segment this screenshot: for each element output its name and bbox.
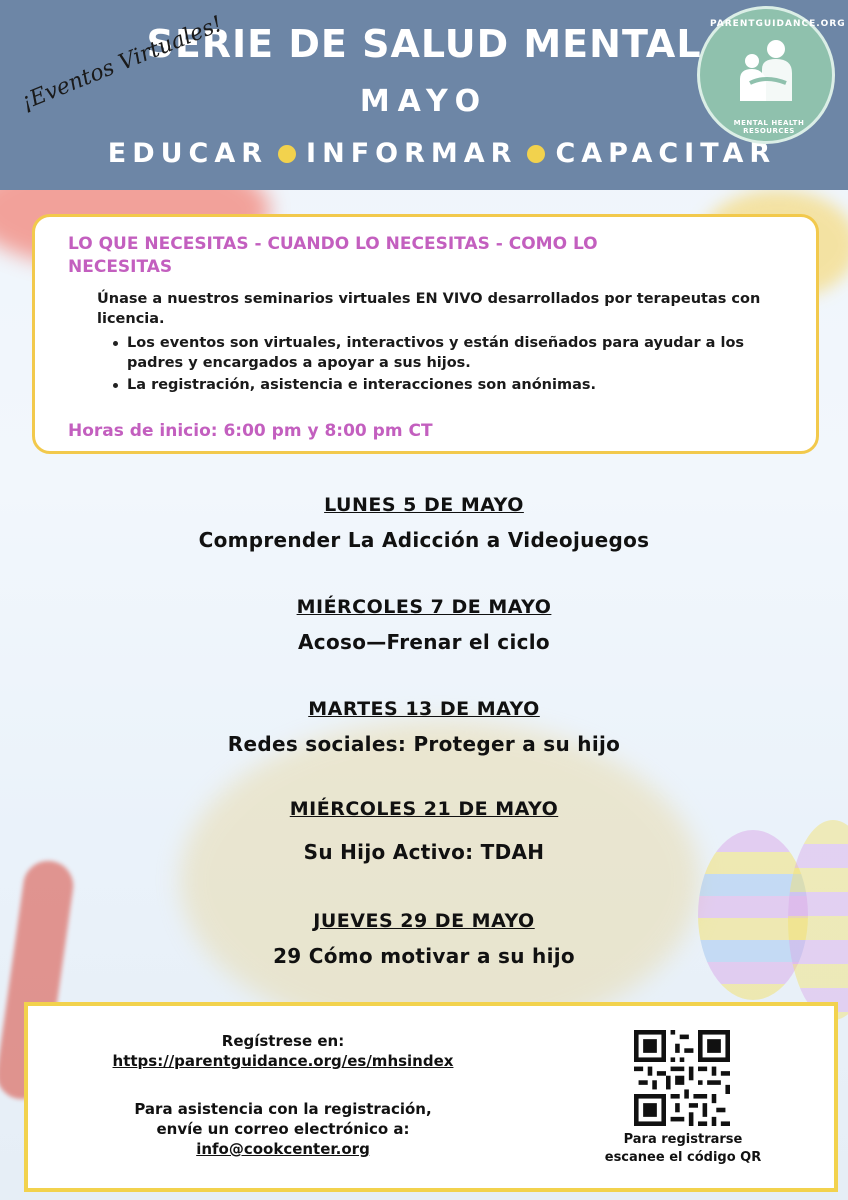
event-date: MIÉRCOLES 7 DE MAYO — [296, 596, 552, 618]
header-banner — [0, 0, 848, 190]
help-text: Para asistencia con la registración, — [134, 1100, 432, 1118]
event-date: JUEVES 29 DE MAYO — [313, 910, 535, 932]
event-item — [0, 910, 848, 968]
info-heading: LO QUE NECESITAS - CUANDO LO NECESITAS - COMO LO NECESITAS — [68, 234, 598, 277]
event-title: 29 Cómo motivar a su hijo — [273, 944, 575, 968]
event-date: MARTES 13 DE MAYO — [308, 698, 540, 720]
bullet-dot-icon — [527, 145, 545, 163]
list-item: La registración, asistencia e interacciones son anónimas. — [127, 375, 797, 395]
event-title: Comprender La Adicción a Videojuegos — [198, 528, 650, 552]
register-label: Regístrese en: — [221, 1032, 345, 1050]
help-text: envíe un correo electrónico a: — [156, 1120, 410, 1138]
bullet-dot-icon — [278, 145, 296, 163]
info-bullets — [127, 333, 797, 397]
logo-text-top: PARENTGUIDANCE.ORG — [710, 19, 846, 29]
list-item: Los eventos son virtuales, interactivos y están diseñados para ayudar a los padres y encargados a apoyar a sus hijos. — [127, 333, 797, 373]
event-title: Acoso—Frenar el ciclo — [298, 630, 550, 654]
registration-footer — [24, 1002, 838, 1192]
parentguidance-logo — [697, 6, 846, 144]
info-box — [32, 214, 819, 454]
tagline — [92, 138, 792, 169]
event-title: Su Hijo Activo: TDAH — [303, 840, 545, 864]
tagline-word: EDUCAR — [107, 138, 269, 169]
qr-caption: Para registrarse — [623, 1132, 743, 1147]
event-item — [0, 698, 848, 756]
background-chips-image — [180, 720, 700, 1040]
event-date: MIÉRCOLES 21 DE MAYO — [289, 798, 559, 820]
tagline-word: INFORMAR — [306, 138, 518, 169]
tagline-word: CAPACITAR — [555, 138, 777, 169]
virtual-events-badge: ¡Eventos Virtuales! — [18, 11, 227, 116]
family-icon — [736, 39, 796, 105]
info-intro: Únase a nuestros seminarios virtuales EN VIVO desarrollados por terapeutas con licencia. — [97, 291, 761, 327]
qr-code-icon[interactable] — [634, 1030, 730, 1126]
event-item — [0, 798, 848, 864]
email-link[interactable]: info@cookcenter.org — [196, 1140, 370, 1158]
event-title: Redes sociales: Proteger a su hijo — [227, 732, 621, 756]
month-label: MAYO — [359, 84, 489, 119]
register-link[interactable]: https://parentguidance.org/es/mhsindex — [112, 1052, 454, 1070]
event-item — [0, 494, 848, 552]
event-item — [0, 596, 848, 654]
event-date: LUNES 5 DE MAYO — [324, 494, 524, 516]
start-hours: Horas de inicio: 6:00 pm y 8:00 pm CT — [68, 421, 433, 441]
qr-caption: escanee el código QR — [604, 1150, 762, 1165]
logo-text-bottom: MENTAL HEALTH RESOURCES — [733, 119, 805, 135]
series-title: SERIE DE SALUD MENTAL — [146, 22, 702, 66]
